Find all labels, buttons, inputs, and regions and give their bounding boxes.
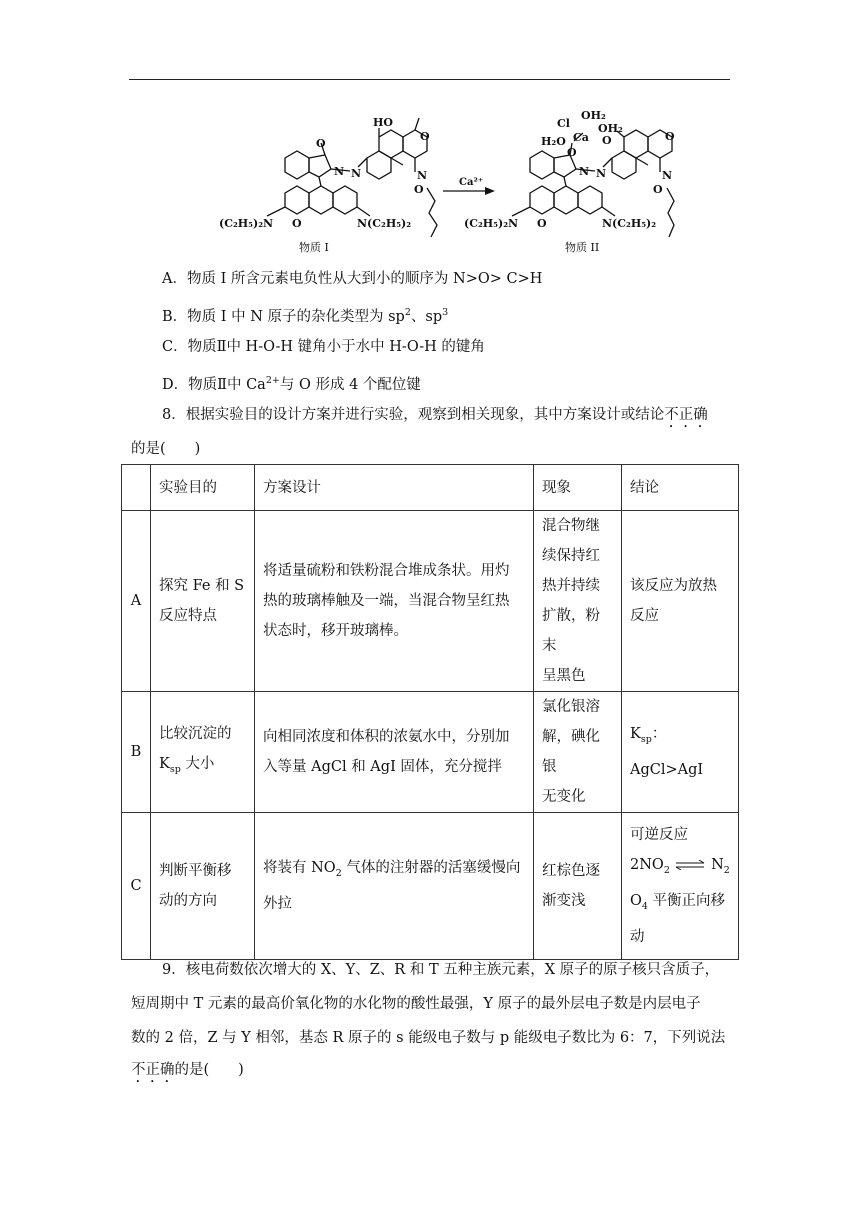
option-b: B．物质 I 中 N 原子的杂化类型为 $sp^2$、$sp^3$ xyxy=(162,307,449,325)
arrow-label: Ca²⁺ xyxy=(459,177,484,188)
table-header-row xyxy=(122,465,739,511)
mol2-h2o: H₂O xyxy=(541,135,566,148)
option-d: D．物质Ⅱ中 $Ca^{2+}$与 O 形成 4 个配位键 xyxy=(162,375,421,393)
row-c-design: 将装有 $NO_2$ 气体的注射器的活塞缓慢向 外拉 xyxy=(255,813,534,960)
q9-line2: 短周期中 T 元素的最高价氧化物的水化物的酸性最强，Y 原子的最外层电子数是内层电子 xyxy=(131,996,701,1012)
mol1-o-ring: O xyxy=(292,217,302,230)
header-rule xyxy=(129,79,730,80)
q8-line1: 8．根据实验目的设计方案并进行实验，观察到相关现象，其中方案设计或结论不正确 xyxy=(162,407,708,423)
mol2-amine-left: (C₂H₅)₂N xyxy=(464,217,519,230)
mol1-n3: N xyxy=(417,169,428,182)
header-blank xyxy=(122,465,151,511)
mol2-o-ring: O xyxy=(537,217,547,230)
mol1-nn: N xyxy=(351,167,362,180)
row-b-phenomenon: 氯化银溶 解，碘化银 无变化 xyxy=(534,692,622,813)
header-phenomenon: 现象 xyxy=(534,465,622,511)
q9-line3: 数的 2 倍，Z 与 Y 相邻，基态 R 原子的 s 能级电子数与 p 能级电子数比为 6：7，下列说法 xyxy=(131,1030,726,1046)
header-design: 方案设计 xyxy=(255,465,534,511)
mol1-amine-right: N(C₂H₅)₂ xyxy=(357,217,412,230)
label-substance-1: 物质 I xyxy=(299,241,329,254)
row-a-design: 将适量硫粉和铁粉混合堆成条状。用灼 热的玻璃棒触及一端，当混合物呈红热 状态时，移开玻璃棒。 xyxy=(255,511,534,692)
row-b-purpose: 比较沉淀的 $K_{sp}$ 大小 xyxy=(151,692,255,813)
q9-line4: 不正确的是( ) xyxy=(131,1062,244,1078)
label-substance-2: 物质 II xyxy=(565,241,600,254)
row-c-label: C xyxy=(122,813,151,960)
mol2-n3: N xyxy=(662,169,673,182)
mol2-o-top: O xyxy=(567,146,577,159)
table-row-a xyxy=(122,511,739,692)
mol2-amine-right: N(C₂H₅)₂ xyxy=(602,217,657,230)
mol2-o2: O xyxy=(665,130,675,143)
mol2-nn: N xyxy=(596,167,607,180)
table-row-c xyxy=(122,813,739,960)
reaction-figure xyxy=(215,103,675,263)
mol2-o-top2: O xyxy=(602,134,612,147)
option-c: C．物质Ⅱ中 H-O-H 键角小于水中 H-O-H 的键角 xyxy=(162,339,485,355)
row-c-conclusion: 可逆反应 $2NO_2$ $N_2$ $O_4$ 平衡正向移 动 xyxy=(622,813,739,960)
row-a-purpose: 探究 Fe 和 S 反应特点 xyxy=(151,511,255,692)
mol1-n2: N xyxy=(334,165,345,178)
row-a-phenomenon: 混合物继 续保持红 热并持续 扩散，粉末 呈黑色 xyxy=(534,511,622,692)
experiment-table xyxy=(121,464,739,960)
mol2-ca: Ca xyxy=(573,131,589,144)
row-b-conclusion: $K_{sp}$：AgCl>AgI xyxy=(622,692,739,813)
mol1-o3: O xyxy=(414,183,424,196)
header-purpose: 实验目的 xyxy=(151,465,255,511)
q8-line2: 的是( ) xyxy=(131,441,201,457)
mol2-o3: O xyxy=(653,183,663,196)
row-a-conclusion: 该反应为放热 反应 xyxy=(622,511,739,692)
row-c-phenomenon: 红棕色逐 渐变浅 xyxy=(534,813,622,960)
q9-line1: 9．核电荷数依次增大的 X、Y、Z、R 和 T 五种主族元素，X 原子的原子核只含质子， xyxy=(162,962,720,978)
mol2-oh2a: OH₂ xyxy=(581,109,606,122)
mol2-n2: N xyxy=(579,165,590,178)
row-a-label: A xyxy=(122,511,151,692)
row-b-label: B xyxy=(122,692,151,813)
row-c-purpose: 判断平衡移 动的方向 xyxy=(151,813,255,960)
mol1-oh: HO xyxy=(373,116,393,129)
mol2-cl: Cl xyxy=(557,117,570,130)
mol1-amine-left: (C₂H₅)₂N xyxy=(219,217,274,230)
row-b-design: 向相同浓度和体积的浓氨水中，分别加 入等量 AgCl 和 AgI 固体，充分搅拌 xyxy=(255,692,534,813)
mol1-o2: O xyxy=(420,130,430,143)
mol1-o1: O xyxy=(316,137,326,150)
option-a: A．物质 I 所含元素电负性从大到小的顺序为 N>O> C>H xyxy=(162,271,543,287)
table-row-b xyxy=(122,692,739,813)
header-conclusion: 结论 xyxy=(622,465,739,511)
mol2-oh2b: OH₂ xyxy=(598,122,623,135)
equilibrium-arrow-icon xyxy=(674,860,706,870)
